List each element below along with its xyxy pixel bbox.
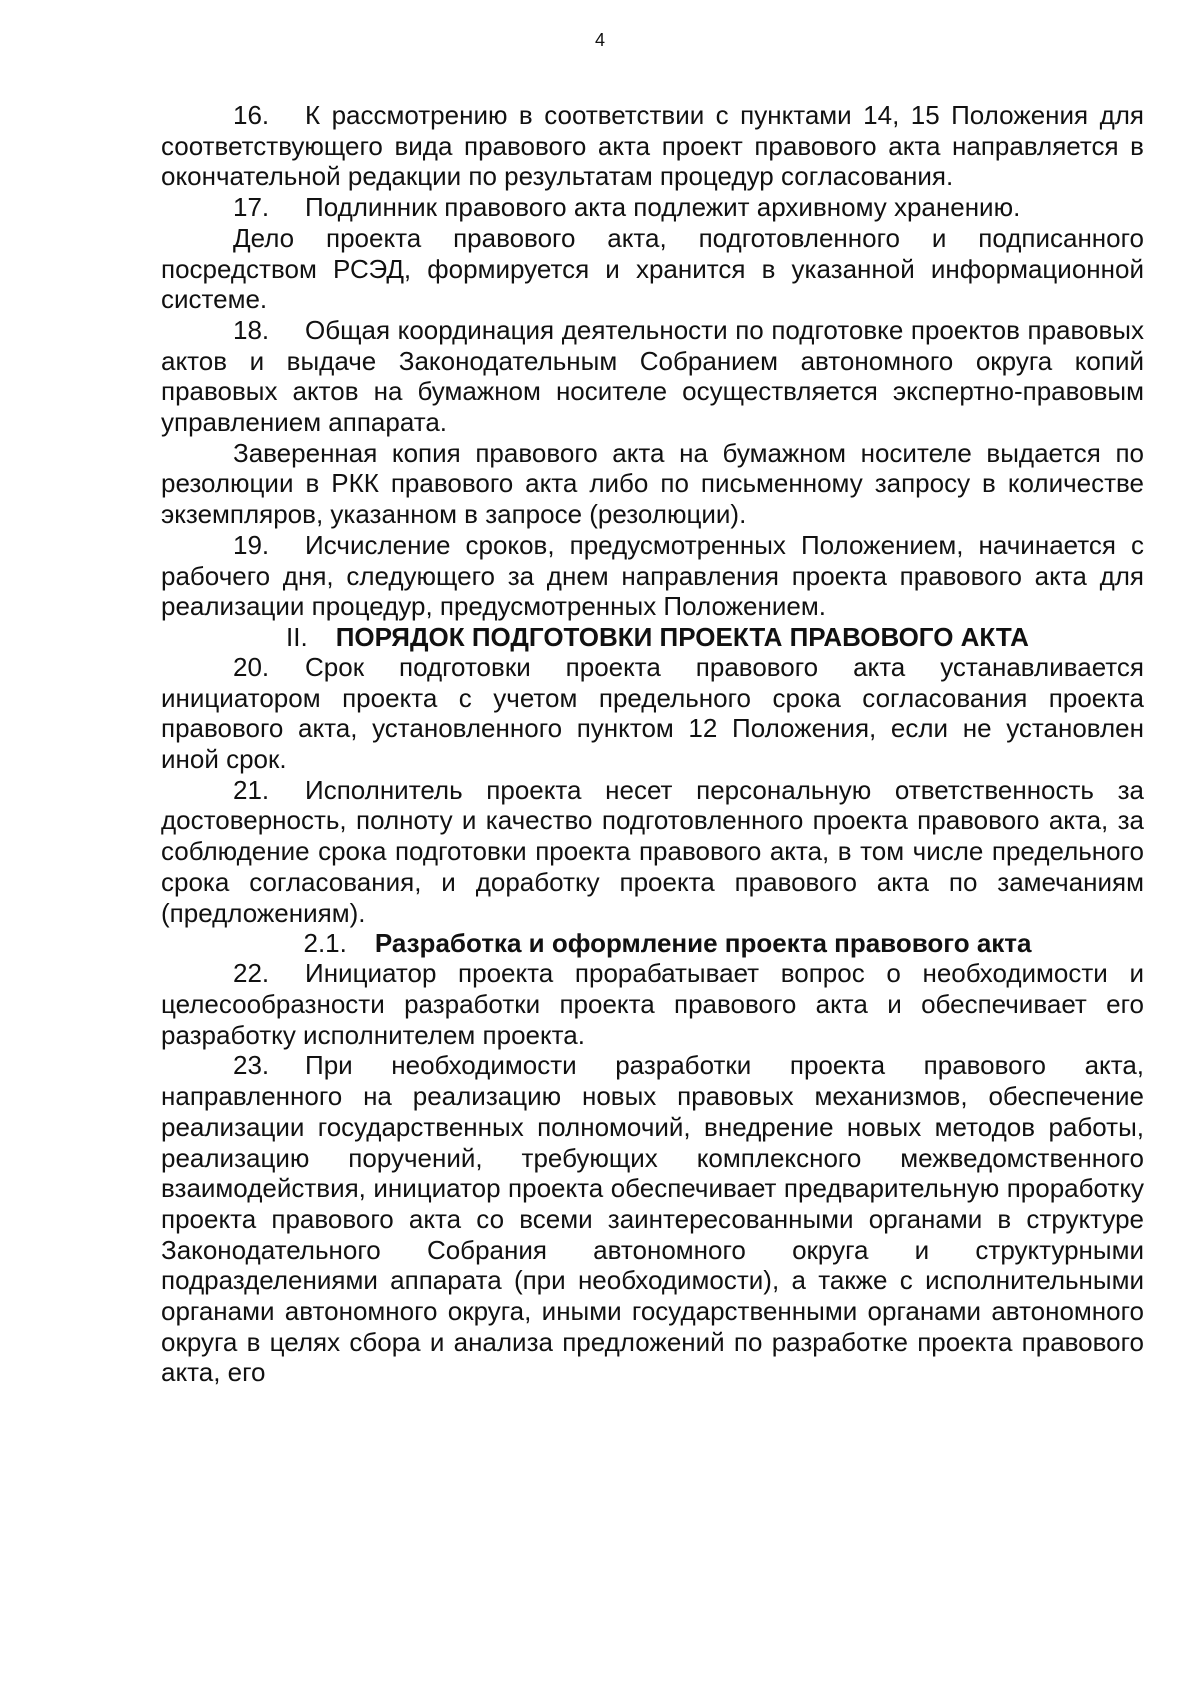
paragraph-text: Исполнитель проекта несет персональную ответственность за достоверность, полноту и качество подготовленного проекта правового акта, за соблюдение срока подготовки проекта правового акта, в том числе предельного срока согласования, и доработку проекта правового акта по замечаниям (предложениям). [161, 774, 1144, 928]
paragraph-text: К рассмотрению в соответствии с пунктами 14, 15 Положения для соответствующего вида правового акта проект правового акта направляется в окончательной редакции по результатам процедур согласования. [161, 100, 1144, 192]
paragraph-17-continued [161, 223, 1144, 315]
paragraph-number: 16. [233, 100, 270, 130]
paragraph-number: 17. [233, 192, 270, 223]
paragraph-18-continued [161, 438, 1144, 530]
section-number: II. [286, 621, 308, 652]
paragraph-number: 19. [233, 529, 270, 560]
paragraph-16 [161, 100, 1144, 192]
paragraph-number: 18. [233, 314, 270, 345]
subsection-title: Разработка и оформление проекта правового акта [374, 928, 1032, 959]
paragraph-18 [161, 315, 1144, 438]
paragraph-text: Дело проекта правового акта, подготовленного и подписанного посредством РСЭД, формируется и хранится в указанной информационной системе. [161, 222, 1144, 315]
paragraph-text: Заверенная копия правового акта на бумажном носителе выдается по резолюции в РКК правового акта либо по письменному запросу в количестве экземпляров, указанном в запросе (резолюции). [161, 437, 1144, 530]
paragraph-22 [161, 958, 1144, 1050]
paragraph-text: При необходимости разработки проекта правового акта, направленного на реализацию новых правовых механизмов, обеспечение реализации государственных полномочий, внедрение новых методов работы, реализацию поручений, требующих комплексного межведомственного взаимодействия, инициатор проекта обеспечивает предварительную проработку проекта правового акта со всеми заинтересованными органами в структуре Законодательного Собрания автономного округа и структурными подразделениями аппарата (при необходимости), а также с исполнительными органами автономного округа, иными государственными органами автономного округа в целях сбора и анализа предложений по разработке проекта правового акта, его [161, 1050, 1144, 1388]
subsection-number: 2.1. [303, 928, 347, 959]
paragraph-text: Подлинник правового акта подлежит архивному хранению. [305, 192, 1021, 223]
paragraph-text: Исчисление сроков, предусмотренных Положением, начинается с рабочего дня, следующего за днем направления проекта правового акта для реализации процедур, предусмотренных Положением. [161, 529, 1144, 622]
page-number: 4 [594, 30, 605, 50]
section-title: ПОРЯДОК ПОДГОТОВКИ ПРОЕКТА ПРАВОВОГО АКТА [335, 621, 1029, 652]
paragraph-group-subsection-2-1 [161, 958, 1144, 1388]
subsection-heading [161, 928, 1144, 958]
paragraph-group-general [161, 100, 1144, 622]
paragraph-text: Общая координация деятельности по подготовке проектов правовых актов и выдаче Законодательным Собранием автономного округа копий правовых актов на бумажном носителе осуществляется экспертно-правовым управлением аппарата. [161, 314, 1144, 438]
paragraph-20 [161, 652, 1144, 775]
paragraph-21 [161, 775, 1144, 929]
paragraph-17 [161, 192, 1144, 223]
paragraph-number: 23. [233, 1050, 270, 1081]
paragraph-number: 20. [233, 651, 270, 682]
document-body [161, 100, 1144, 1388]
paragraph-19 [161, 530, 1144, 622]
section-heading [161, 622, 1144, 652]
paragraph-group-section-2 [161, 652, 1144, 928]
paragraph-number: 21. [233, 774, 270, 805]
paragraph-23 [161, 1050, 1144, 1388]
paragraph-text: Срок подготовки проекта правового акта устанавливается инициатором проекта с учетом предельного срока согласования проекта правового акта, установленного пунктом 12 Положения, если не установлен иной срок. [161, 651, 1144, 775]
paragraph-text: Инициатор проекта прорабатывает вопрос о необходимости и целесообразности разработки проекта правового акта и обеспечивает его разработку исполнителем проекта. [161, 958, 1144, 1050]
paragraph-number: 22. [233, 958, 270, 989]
